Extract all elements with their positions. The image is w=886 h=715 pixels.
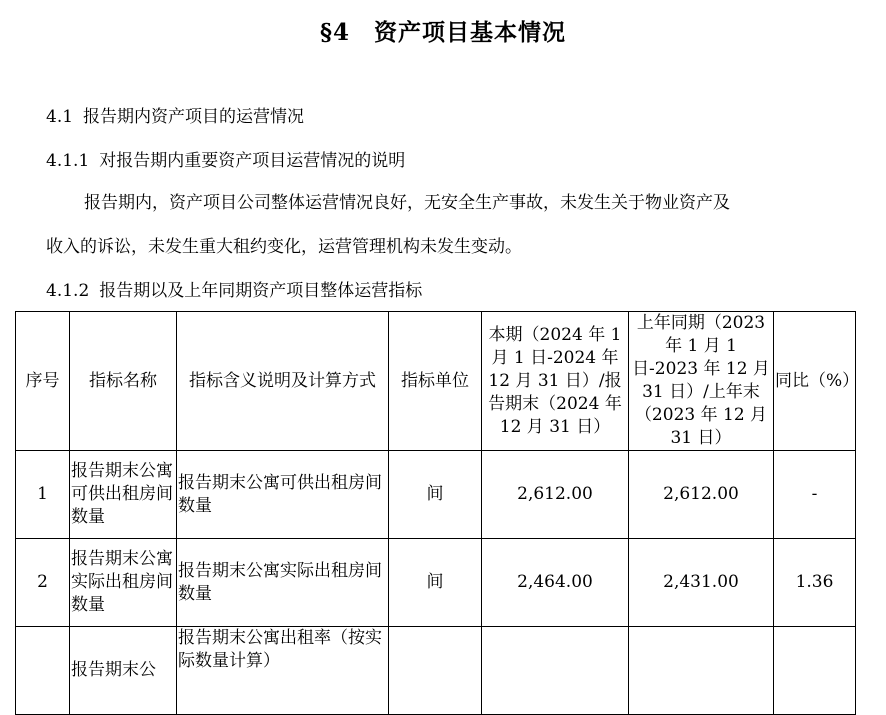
cell-seq: 2: [16, 539, 70, 627]
cell-desc: 报告期末公寓出租率（按实际数量计算）: [177, 627, 389, 715]
cell-prior: [629, 627, 774, 715]
cell-prior: 2,431.00: [629, 539, 774, 627]
section-title: [0, 14, 886, 47]
header-desc: 指标含义说明及计算方式: [177, 312, 389, 451]
heading-4-1-2: [46, 276, 422, 301]
cell-desc: 报告期末公寓可供出租房间数量: [177, 451, 389, 539]
header-current-period: 本期（2024 年 1 月 1 日-2024 年 12 月 31 日）/报告期末（2024 年 12 月 31 日）: [482, 312, 629, 451]
heading-number: 4.1.2: [46, 281, 90, 301]
paragraph-line-1: 报告期内，资产项目公司整体运营情况良好，无安全生产事故，未发生关于物业资产及: [84, 193, 730, 213]
header-name: 指标名称: [70, 312, 177, 451]
table-row: [16, 539, 856, 627]
heading-number: 4.1: [46, 107, 74, 127]
table-header-row: [16, 312, 856, 451]
section-number: §4: [319, 19, 351, 46]
heading-4-1: [46, 102, 304, 127]
cell-name: 报告期末公: [70, 627, 177, 715]
cell-yoy: 1.36: [774, 539, 856, 627]
cell-seq: [16, 627, 70, 715]
cell-current: [482, 627, 629, 715]
table-row: [16, 451, 856, 539]
heading-text: 对报告期内重要资产项目运营情况的说明: [99, 151, 406, 171]
heading-4-1-1: [46, 146, 405, 171]
cell-yoy: -: [774, 451, 856, 539]
table-row: [16, 627, 856, 715]
cell-unit: 间: [389, 539, 482, 627]
operating-metrics-table: [15, 311, 860, 715]
cell-name: 报告期末公寓可供出租房间数量: [70, 451, 177, 539]
cell-yoy: [774, 627, 856, 715]
section-title-text: 资产项目基本情况: [374, 19, 567, 46]
header-unit: 指标单位: [389, 312, 482, 451]
paragraph-line-2: 收入的诉讼，未发生重大租约变化，运营管理机构未发生变动。: [46, 237, 522, 257]
heading-text: 报告期内资产项目的运营情况: [83, 107, 305, 127]
header-seq: 序号: [16, 312, 70, 451]
heading-text: 报告期以及上年同期资产项目整体运营指标: [99, 281, 423, 301]
header-yoy: 同比（%）: [774, 312, 856, 451]
cell-name: 报告期末公寓实际出租房间数量: [70, 539, 177, 627]
cell-prior: 2,612.00: [629, 451, 774, 539]
cell-current: 2,464.00: [482, 539, 629, 627]
heading-number: 4.1.1: [46, 151, 90, 171]
cell-unit: [389, 627, 482, 715]
header-prior-period: 上年同期（2023 年 1 月 1 日-2023 年 12 月 31 日）/上年末（2023 年 12 月 31 日）: [629, 312, 774, 451]
cell-unit: 间: [389, 451, 482, 539]
cell-seq: 1: [16, 451, 70, 539]
cell-current: 2,612.00: [482, 451, 629, 539]
cell-desc: 报告期末公寓实际出租房间数量: [177, 539, 389, 627]
